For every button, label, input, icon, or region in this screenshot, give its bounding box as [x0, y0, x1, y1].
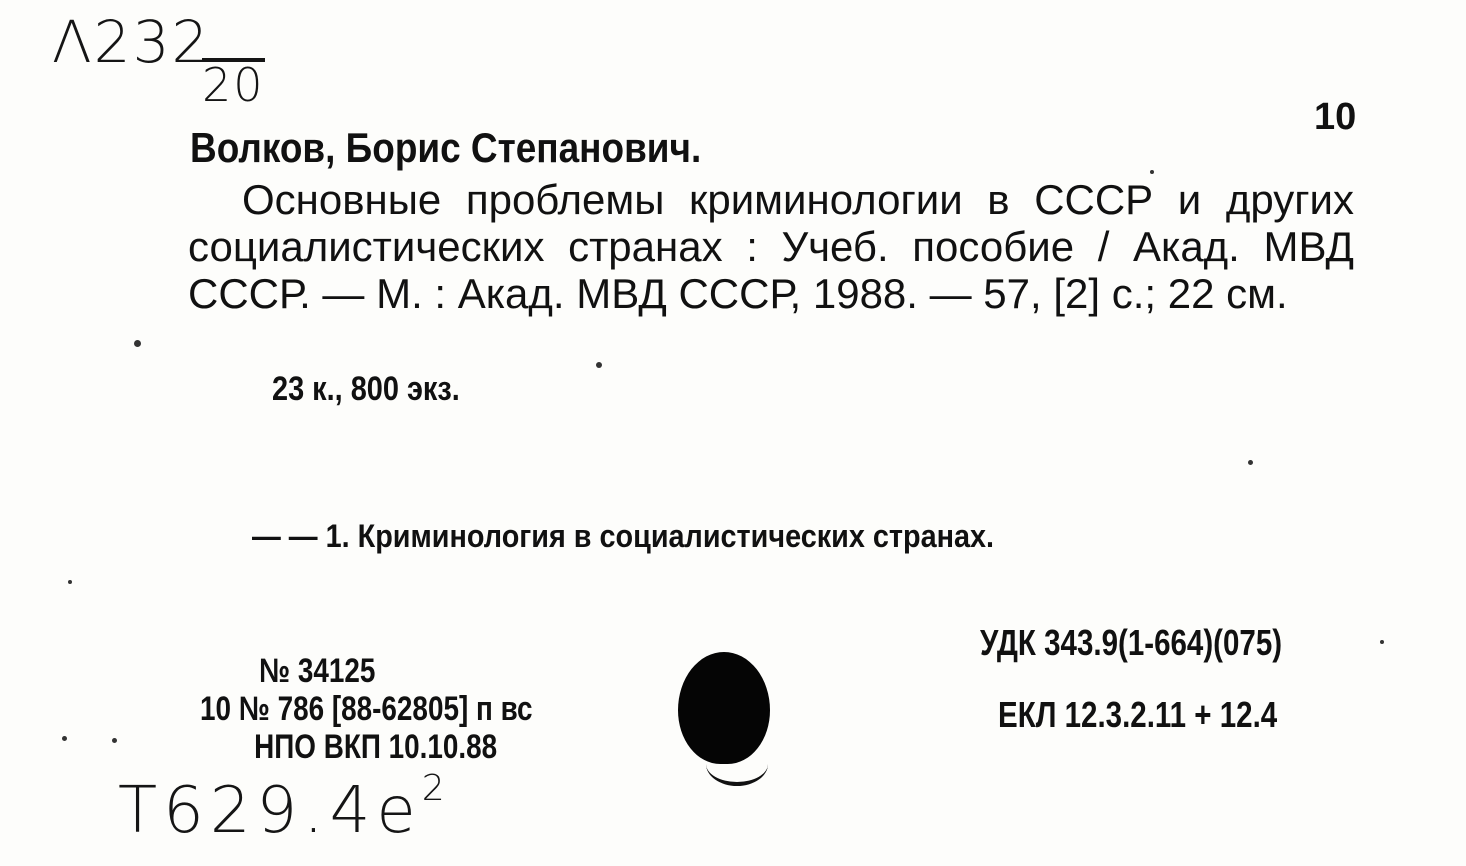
scan-speck	[62, 736, 67, 741]
price-and-copies: 23 к., 800 экз.	[272, 370, 460, 408]
printer-date: НПО ВКП 10.10.88	[254, 728, 498, 766]
scan-speck	[1150, 170, 1154, 174]
scan-speck	[596, 362, 602, 368]
order-number: 10 № 786 [88-62805] п вс	[200, 690, 533, 728]
scan-speck	[112, 738, 117, 743]
scan-speck	[134, 340, 141, 347]
scan-speck	[68, 580, 72, 584]
handwritten-call-number-sub: 20	[202, 58, 265, 112]
catalog-number: № 34125	[259, 652, 376, 690]
bibliographic-description: Основные проблемы криминологии в СССР и других социалистических странах : Учеб. пособие / Акад. МВД СССР. — М. : Акад. МВД СССР, 1988. — 57, [2] с.; 22 см.	[188, 176, 1354, 317]
udk-code: УДК 343.9(1-664)(075)	[980, 622, 1283, 663]
author-heading: Волков, Борис Степанович.	[190, 124, 702, 171]
page-number: 10	[1314, 96, 1357, 138]
scan-speck	[1380, 640, 1384, 644]
handwritten-call-number: Λ232	[52, 8, 211, 76]
shelf-mark-text: Т629.4е	[118, 774, 422, 848]
punch-hole-edge	[706, 742, 768, 786]
scan-speck	[1248, 460, 1253, 465]
handwritten-shelf-mark	[118, 768, 451, 848]
shelf-mark-superscript: 2	[421, 768, 451, 809]
subject-heading: — — 1. Криминология в социалистических странах.	[252, 518, 995, 554]
catalog-imprint-block	[200, 652, 533, 766]
ekl-code: ЕКЛ 12.3.2.11 + 12.4	[998, 694, 1278, 735]
